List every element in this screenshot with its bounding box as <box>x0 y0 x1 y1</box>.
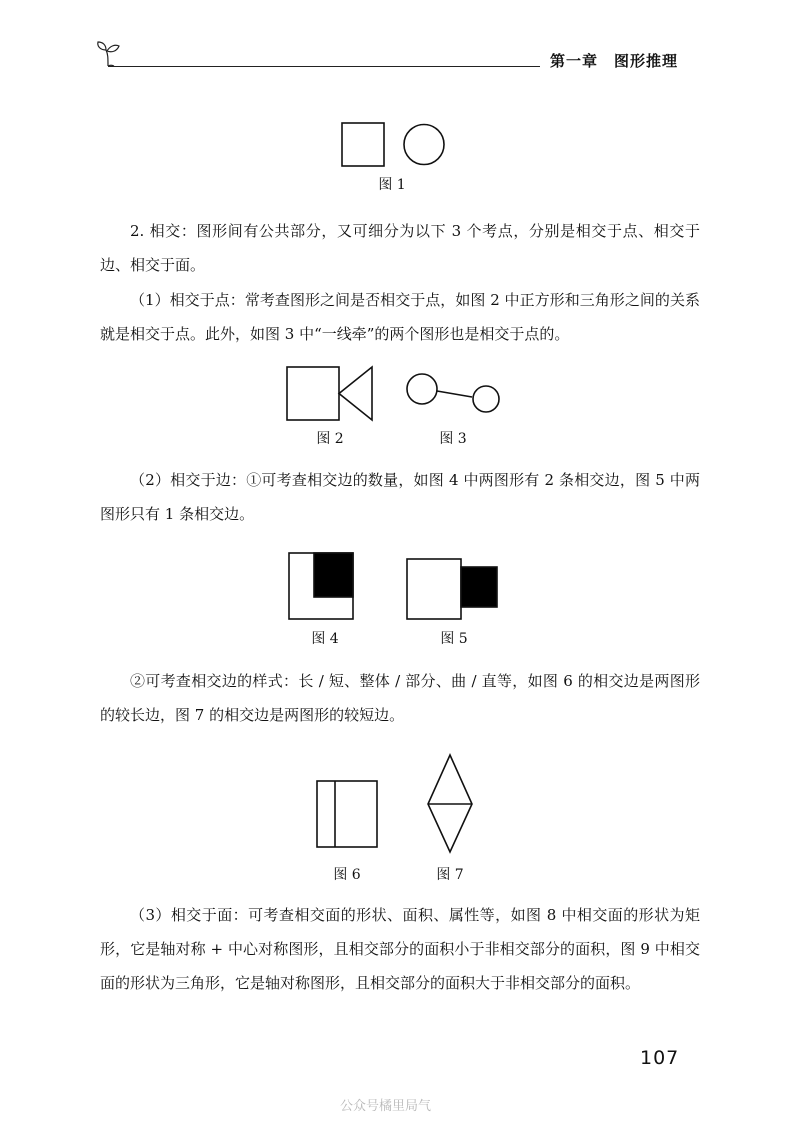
sprout-icon <box>94 38 124 68</box>
paragraph-intersect-point: （1）相交于点：常考查图形之间是否相交于点，如图 2 中正方形和三角形之间的关系就是相交于点。此外，如图 3 中“一线牵”的两个图形也是相交于点的。 <box>100 291 700 343</box>
paragraph-intersect-face: （3）相交于面：可考查相交面的形状、面积、属性等，如图 8 中相交面的形状为矩形，它是轴对称 + 中心对称图形，且相交部分的面积小于非相交部分的面积，图 9 中相交面的形状为三角形，它是轴对称图形，且相交部分的面积大于非相交部分的面积。 <box>100 906 700 992</box>
chapter-number: 第一章 <box>550 52 599 70</box>
chapter-title: 图形推理 <box>614 52 679 70</box>
figure-7-caption: 图 7 <box>436 867 464 883</box>
figure-3-two-circles-line <box>404 370 504 420</box>
paragraph-intersection-intro: 2. 相交：图形间有公共部分，又可细分为以下 3 个考点，分别是相交于点、相交于边、相交于面。 <box>100 222 700 274</box>
figure-4-nested-squares <box>286 550 356 622</box>
paragraph-intersect-edge-count: （2）相交于边：①可考查相交边的数量，如图 4 中两图形有 2 条相交边，图 5 中两图形只有 1 条相交边。 <box>100 471 700 523</box>
paragraph-intersect-edge-style: ②可考查相交边的样式：长 / 短、整体 / 部分、曲 / 直等，如图 6 的相交边是两图形的较长边，图 7 的相交边是两图形的较短边。 <box>100 672 700 724</box>
figure-7-two-triangles <box>424 752 476 856</box>
figure-3-caption: 图 3 <box>439 431 467 447</box>
figure-6-two-rectangles <box>314 778 380 850</box>
figure-5-caption: 图 5 <box>440 631 468 647</box>
header-rule <box>108 66 540 67</box>
figure-6-caption: 图 6 <box>333 867 361 883</box>
figure-2-square-triangle <box>284 364 376 422</box>
figure-2-caption: 图 2 <box>316 431 344 447</box>
figure-1-square-circle <box>340 120 450 170</box>
figure-1-caption: 图 1 <box>378 177 406 193</box>
watermark: 公众号橘里局气 <box>340 1099 432 1114</box>
chapter-heading <box>550 50 678 71</box>
figure-5-adjacent-squares <box>404 556 500 622</box>
figure-4-caption: 图 4 <box>311 631 339 647</box>
page-number: 107 <box>640 1047 680 1069</box>
